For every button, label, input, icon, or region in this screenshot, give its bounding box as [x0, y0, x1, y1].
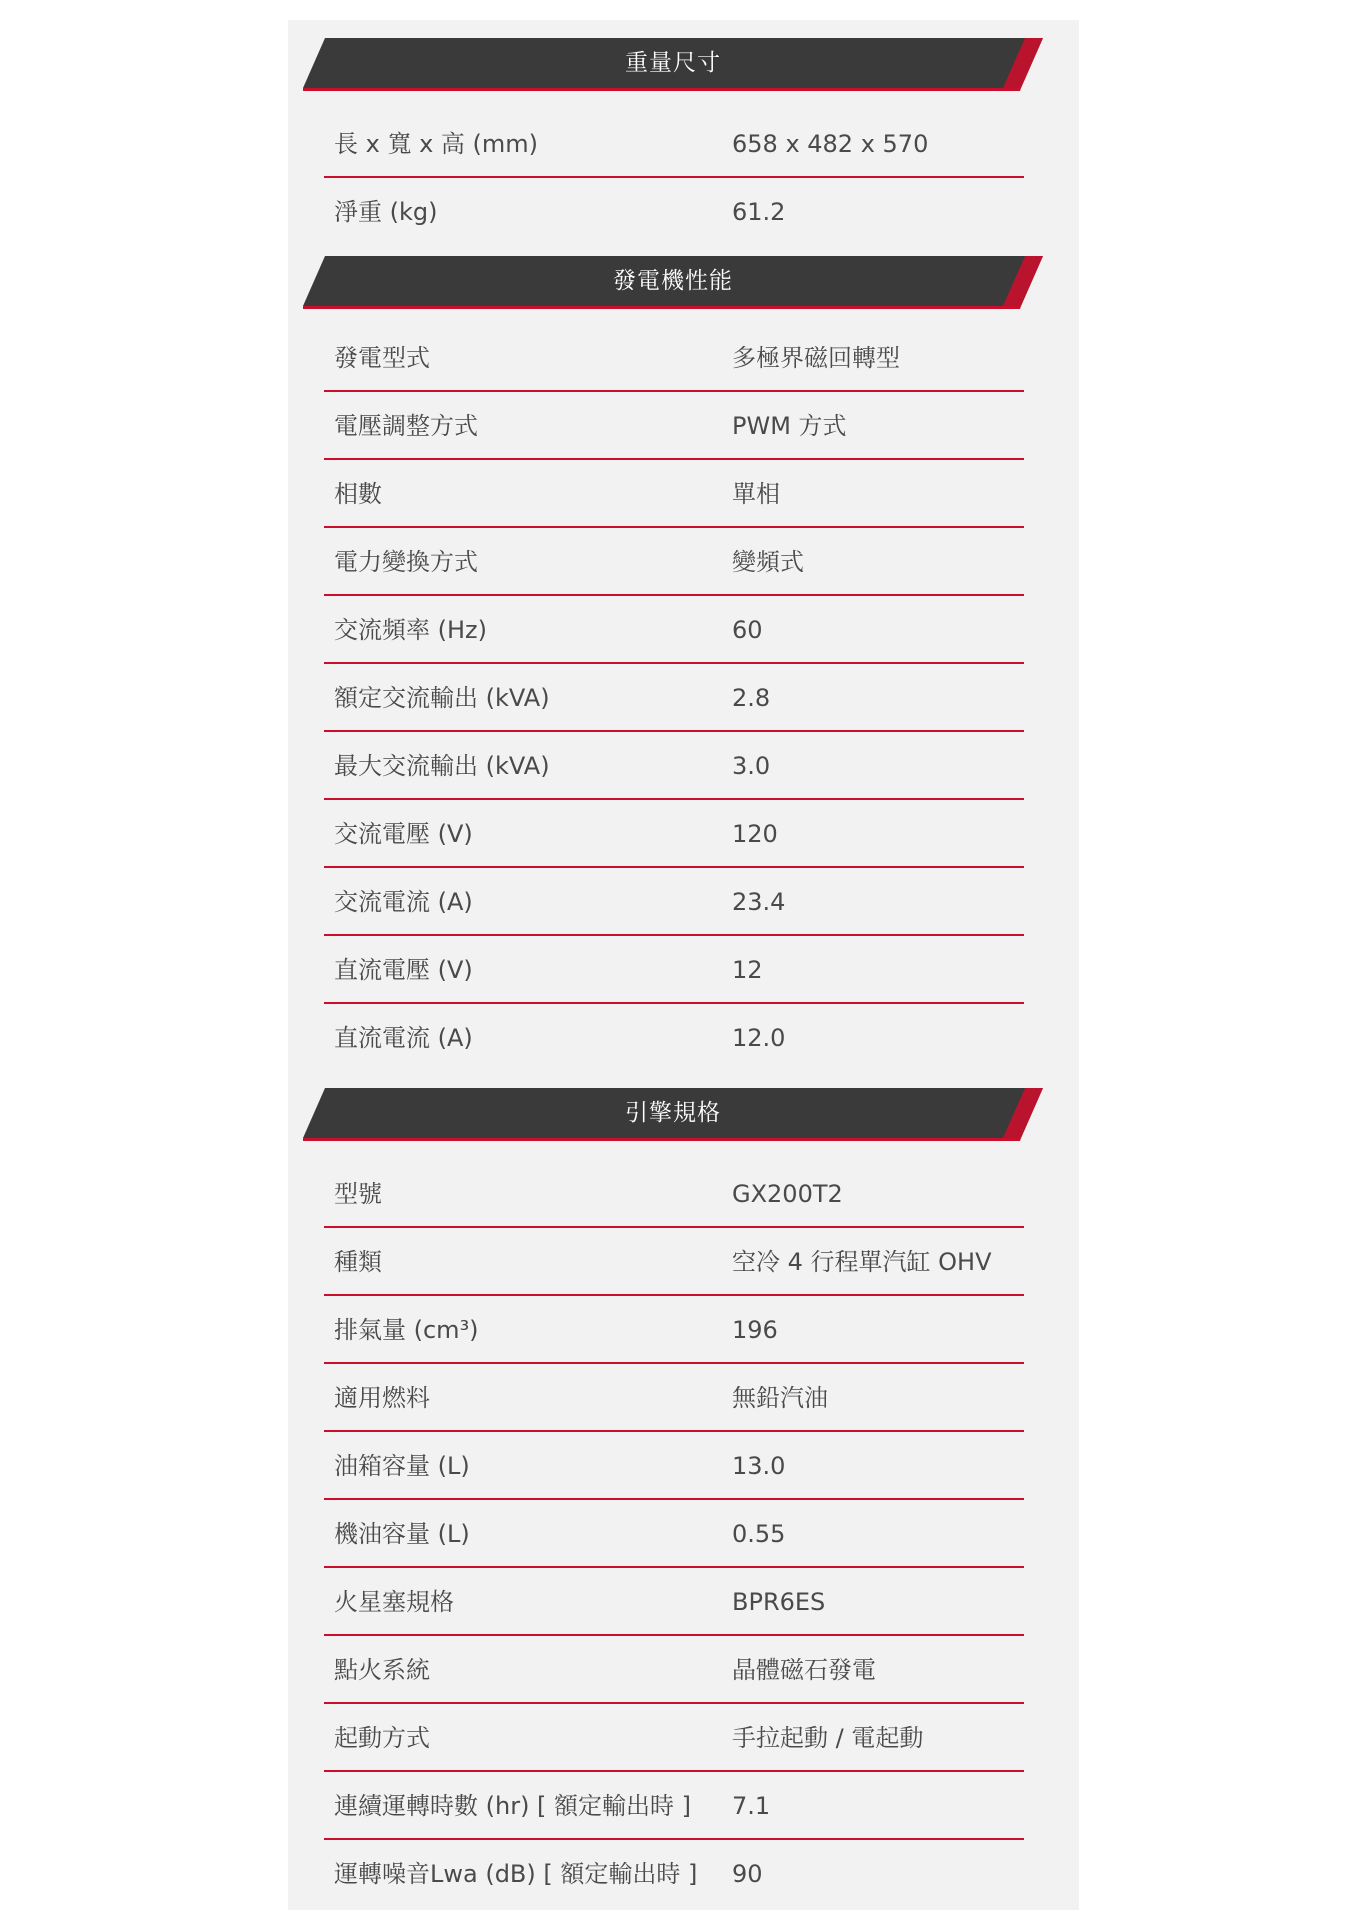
section-title: 重量尺寸: [625, 50, 721, 76]
spec-label: 相數: [334, 480, 382, 508]
spec-value: PWM 方式: [732, 412, 847, 440]
section-title: 發電機性能: [613, 268, 733, 294]
spec-label: 點火系統: [334, 1656, 430, 1684]
spec-row: [324, 732, 1024, 800]
spec-value: 3.0: [732, 752, 771, 780]
section-header-band: [303, 1088, 1043, 1138]
spec-value: 無鉛汽油: [732, 1384, 828, 1412]
spec-label: 淨重 (kg): [334, 198, 438, 226]
spec-row: [324, 110, 1024, 178]
spec-label: 電力變換方式: [334, 548, 478, 576]
spec-label: 油箱容量 (L): [334, 1452, 470, 1480]
spec-value: 空冷 4 行程單汽缸 OHV: [732, 1248, 992, 1276]
spec-label: 交流頻率 (Hz): [334, 616, 487, 644]
spec-row: [324, 664, 1024, 732]
spec-label: 直流電流 (A): [334, 1024, 473, 1052]
spec-label: 直流電壓 (V): [334, 956, 473, 984]
spec-row: [324, 460, 1024, 528]
spec-row: [324, 936, 1024, 1004]
section-header-band: [303, 38, 1043, 88]
spec-label: 長 x 寬 x 高 (mm): [334, 130, 539, 158]
spec-row: [324, 800, 1024, 868]
spec-row: [324, 392, 1024, 460]
section-title: 引擎規格: [625, 1100, 721, 1126]
spec-value: 12.0: [732, 1024, 786, 1052]
spec-value: 60: [732, 616, 763, 644]
spec-value: 90: [732, 1860, 763, 1888]
spec-label: 額定交流輸出 (kVA): [334, 684, 550, 712]
spec-row: [324, 1840, 1024, 1908]
spec-label: 排氣量 (cm³): [334, 1316, 479, 1344]
spec-value: GX200T2: [732, 1180, 843, 1208]
spec-label: 交流電流 (A): [334, 888, 473, 916]
spec-row: [324, 324, 1024, 392]
spec-value: 13.0: [732, 1452, 786, 1480]
spec-row: [324, 1228, 1024, 1296]
spec-label: 運轉噪音Lwa (dB) [ 額定輸出時 ]: [334, 1860, 698, 1888]
spec-value: 手拉起動 / 電起動: [732, 1724, 924, 1752]
spec-value: 晶體磁石發電: [732, 1656, 876, 1684]
spec-row: [324, 1296, 1024, 1364]
spec-value: 61.2: [732, 198, 786, 226]
spec-row: [324, 1704, 1024, 1772]
spec-row: [324, 1772, 1024, 1840]
spec-label: 型號: [334, 1180, 382, 1208]
spec-row: [324, 178, 1024, 246]
spec-sheet: [288, 20, 1079, 1910]
spec-row: [324, 1160, 1024, 1228]
spec-value: 多極界磁回轉型: [732, 344, 900, 372]
spec-row: [324, 528, 1024, 596]
spec-label: 發電型式: [334, 344, 430, 372]
spec-row: [324, 1568, 1024, 1636]
spec-row: [324, 1432, 1024, 1500]
spec-value: 單相: [732, 480, 780, 508]
spec-label: 起動方式: [334, 1724, 430, 1752]
spec-value: 658 x 482 x 570: [732, 130, 929, 158]
spec-label: 連續運轉時數 (hr) [ 額定輸出時 ]: [334, 1792, 692, 1820]
spec-label: 最大交流輸出 (kVA): [334, 752, 550, 780]
spec-value: 7.1: [732, 1792, 771, 1820]
spec-value: 變頻式: [732, 548, 804, 576]
spec-label: 電壓調整方式: [334, 412, 478, 440]
spec-value: 0.55: [732, 1520, 786, 1548]
spec-value: 2.8: [732, 684, 771, 712]
spec-value: 23.4: [732, 888, 786, 916]
spec-label: 機油容量 (L): [334, 1520, 470, 1548]
spec-row: [324, 868, 1024, 936]
spec-label: 適用燃料: [334, 1384, 430, 1412]
section-header-band: [303, 256, 1043, 306]
spec-row: [324, 1636, 1024, 1704]
spec-value: 12: [732, 956, 763, 984]
spec-row: [324, 1004, 1024, 1072]
spec-value: 120: [732, 820, 778, 848]
spec-label: 種類: [334, 1248, 382, 1276]
spec-value: BPR6ES: [732, 1588, 826, 1616]
spec-label: 交流電壓 (V): [334, 820, 473, 848]
spec-row: [324, 1364, 1024, 1432]
spec-label: 火星塞規格: [334, 1588, 454, 1616]
spec-value: 196: [732, 1316, 778, 1344]
spec-row: [324, 596, 1024, 664]
spec-row: [324, 1500, 1024, 1568]
